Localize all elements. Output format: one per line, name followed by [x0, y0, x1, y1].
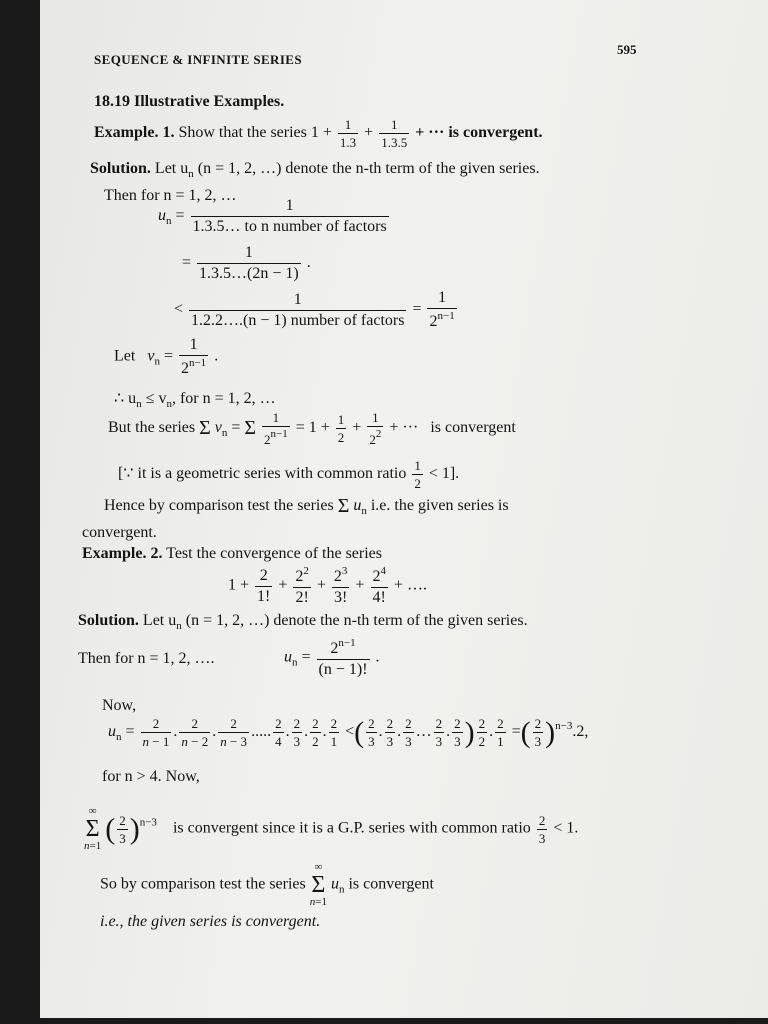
- example-1-statement: Example. 1. Show that the series 1 + $\frac{1}{1.3}$ + $\frac{1}{1.3.5}$ + ··· is convergent.: [94, 117, 543, 150]
- sum-line: ∞ Σ n=1 ( $\frac{2}{3}$ )$^{n-3}$ is convergent since it is a G.P. series with common ratio $\frac{2}{3}$ < 1.: [84, 805, 579, 852]
- then-for-line: Then for n = 1, 2, ….: [78, 650, 215, 667]
- fraction: $\frac{2}{4}$: [275, 715, 282, 749]
- therefore-tail: , for n = 1, 2, …: [171, 390, 276, 407]
- equation-un-ex2: $u_n$ = $\frac{2^{n-1}}{(n - 1)!}$ .: [284, 637, 380, 678]
- fraction: $\frac{2}{3}$: [293, 715, 301, 749]
- then-for-line: Then for n = 1, 2, …: [104, 187, 237, 204]
- term1-den: 1.3: [339, 135, 357, 150]
- fraction: $\frac{1}{2^{n-1}}$: [180, 336, 207, 377]
- but-series-label: But the series: [108, 419, 196, 437]
- term2-den: 1.3.5: [381, 135, 408, 150]
- fraction: $\frac{2}{3}$: [368, 715, 375, 749]
- un-num: 2: [330, 640, 339, 657]
- fraction: $\frac{2}{1}$: [330, 715, 338, 749]
- fraction: $\frac{2}{3}$: [386, 715, 394, 749]
- fraction: $\frac{2}{3}$: [534, 715, 542, 749]
- fraction: $\frac{2^2}{2!}$: [295, 565, 309, 606]
- sum-symbol: ∞ Σ n=1: [84, 805, 102, 852]
- fraction: $\frac{1}{2^{n-1}}$: [264, 410, 288, 447]
- solution-1-intro: Solution. Let $u_n$ (n = 1, 2, …) denote the n-th term of the given series.: [90, 160, 540, 180]
- fraction: $\frac{2}{n - 3}$: [220, 715, 248, 749]
- fraction: $\frac{1}{\text{1.2.2….(n − 1) number of factors}}$: [191, 290, 405, 329]
- solution-text: Let u: [154, 160, 189, 177]
- solution-label: Solution.: [78, 612, 139, 629]
- final-text: i.e., the given series is convergent.: [100, 913, 321, 930]
- sum-tail: < 1.: [553, 819, 579, 837]
- therefore-label: ∴ u: [114, 390, 137, 407]
- let-label: Let: [114, 347, 136, 365]
- step3-den: 1.2.2….(n − 1) number of factors: [191, 311, 405, 329]
- page-number: 595: [617, 42, 637, 57]
- let-vn-line: Let $v_n$ = $\frac{1}{2^{n-1}}$ .: [114, 336, 219, 377]
- comparison-tail: is convergent: [348, 875, 434, 893]
- conclusion-line-1: Hence by comparison test the series Σ $u_n$ i.e. the given series is: [104, 495, 509, 517]
- example-2-statement: [82, 545, 382, 563]
- fraction: $\frac{2}{3}$: [454, 715, 461, 749]
- therefore-rest: ≤ v: [145, 390, 167, 407]
- solution-text-rest: (n = 1, 2, …) denote the n-th term of the given series.: [197, 160, 540, 177]
- fraction: $\frac{2}{3}$: [405, 715, 412, 749]
- section-heading: 18.19 Illustrative Examples.: [94, 93, 285, 110]
- series-tail: + ….: [393, 576, 427, 594]
- fraction: $\frac{2}{3}$: [435, 715, 443, 749]
- equation-un-step1: $u_n$ = $\frac{1}{\text{1.3.5… to n number of factors}}$: [158, 197, 387, 235]
- un-label: u: [158, 207, 166, 225]
- fraction: $\frac{2}{n - 2}$: [181, 715, 209, 749]
- fraction: $\frac{2}{3}$: [538, 812, 546, 846]
- comparison-text: So by comparison test the series: [100, 875, 306, 893]
- fraction: $\frac{2}{2}$: [312, 715, 319, 749]
- conclusion-b: i.e. the given series is: [370, 497, 509, 514]
- step2-den: 1.3.5…(2n − 1): [199, 265, 299, 282]
- solution-2-intro: Solution. Let $u_n$ (n = 1, 2, …) denote the n-th term of the given series.: [78, 612, 528, 632]
- fraction: $\frac{2^{n-1}}{(n - 1)!}$: [318, 637, 368, 678]
- equation-un-step3: < $\frac{1}{\text{1.2.2….(n − 1) number of factors}}$ = $\frac{1}{2^{n-1}}$: [174, 289, 455, 330]
- solution-text-rest: (n = 1, 2, …) denote the n-th term of the given series.: [185, 612, 528, 629]
- for-n-line: for n > 4. Now,: [102, 768, 200, 785]
- fraction: $\frac{2^3}{3!}$: [333, 565, 348, 606]
- fraction: $\frac{1}{\text{1.3.5… to n number of factors}}$: [192, 197, 387, 235]
- is-convergent-label: is convergent: [430, 419, 516, 437]
- textbook-page: [40, 0, 768, 1018]
- step3-rhs-den: 2: [429, 313, 438, 330]
- fraction: $\frac{2}{1}$: [497, 715, 504, 749]
- conclusion-a: Hence by comparison test the series: [104, 497, 334, 514]
- fraction: $\frac{1}{2}$: [414, 458, 421, 491]
- fraction: $\frac{1}{1.3}$: [339, 117, 357, 150]
- equation-un-step2: = $\frac{1}{1.3.5\dots(2n - 1)}$ .: [182, 244, 311, 282]
- vn-den: 2: [180, 360, 189, 377]
- now-label: Now,: [102, 697, 137, 714]
- fraction: $\frac{2}{3}$: [119, 812, 126, 846]
- step1-den: 1.3.5… to n number of factors: [192, 218, 387, 235]
- example-2-label: Example. 2.: [82, 545, 163, 562]
- solution-text: Let u: [142, 612, 177, 629]
- example-2-statement-text: Test the convergence of the series: [166, 545, 382, 562]
- sum-symbol: ∞ Σ n=1: [309, 861, 327, 908]
- but-series-line: But the series Σ $v_n = \Sigma$ $\frac{1}{2^{n-1}}$ = 1 + $\frac{1}{2}$ + $\frac{1}{2^2}$ + ··· is convergent: [108, 410, 516, 447]
- fraction: $\frac{2}{2}$: [478, 715, 486, 749]
- fraction: $\frac{1}{2^2}$: [369, 410, 382, 447]
- sum-text: is convergent since it is a G.P. series with common ratio: [172, 819, 531, 837]
- therefore-line: ∴ $u_n \le v_n$, for n = 1, 2, …: [114, 390, 276, 410]
- conclusion-line-2: convergent.: [82, 524, 157, 541]
- chapter-title: SEQUENCE & INFINITE SERIES: [94, 52, 302, 67]
- equation-inequality: $u_n$ = $\frac{2}{n - 1}$ . $\frac{2}{n - 2}$ . $\frac{2}{n - 3}$ ..... $\frac{2}{4}$ . $\frac{2}{3}$ . $\frac{2}{2}$ . $\frac{2}{1}$ <( $\frac{2}{3}$ . $\frac{2}{3}$ . $\frac{2}{3}$ … $\frac{2}{3}$ . $\frac{2}{3}$ ) $\frac{2}{2}$ . $\frac{2}{1}$ =( $\frac{2}{3}$ )$^{n-3}$.2,: [108, 715, 589, 749]
- example-1-statement-suffix: + ··· is convergent.: [415, 124, 543, 142]
- fraction: $\frac{1}{1.3.5}$: [381, 117, 408, 150]
- fraction: $\frac{1}{2^{n-1}}$: [429, 289, 455, 330]
- final-line: [100, 913, 320, 931]
- fraction: $\frac{2}{n - 1}$: [142, 715, 170, 749]
- geometric-note: [118, 459, 459, 490]
- example-1-statement-prefix: Show that the series 1 +: [178, 124, 332, 142]
- example-2-series: 1 + $\frac{2}{1!}$ + $\frac{2^2}{2!}$ + $\frac{2^3}{3!}$ + $\frac{2^4}{4!}$ + ….: [228, 565, 427, 606]
- fraction: $\frac{2^4}{4!}$: [372, 565, 386, 606]
- example-1-label: Example. 1.: [94, 124, 175, 142]
- geometric-note-tail: < 1].: [428, 465, 460, 483]
- fraction: $\frac{2}{1!}$: [257, 566, 271, 605]
- solution-label: Solution.: [90, 160, 151, 177]
- comparison-line: So by comparison test the series ∞ Σ n=1 $u_n$ is convergent: [100, 861, 434, 908]
- fraction: $\frac{1}{2}$: [337, 412, 345, 445]
- geometric-note-text: [∵ it is a geometric series with common ratio: [118, 465, 407, 483]
- fraction: $\frac{1}{1.3.5\dots(2n - 1)}$: [199, 244, 299, 282]
- un-den: (n − 1)!: [318, 661, 368, 678]
